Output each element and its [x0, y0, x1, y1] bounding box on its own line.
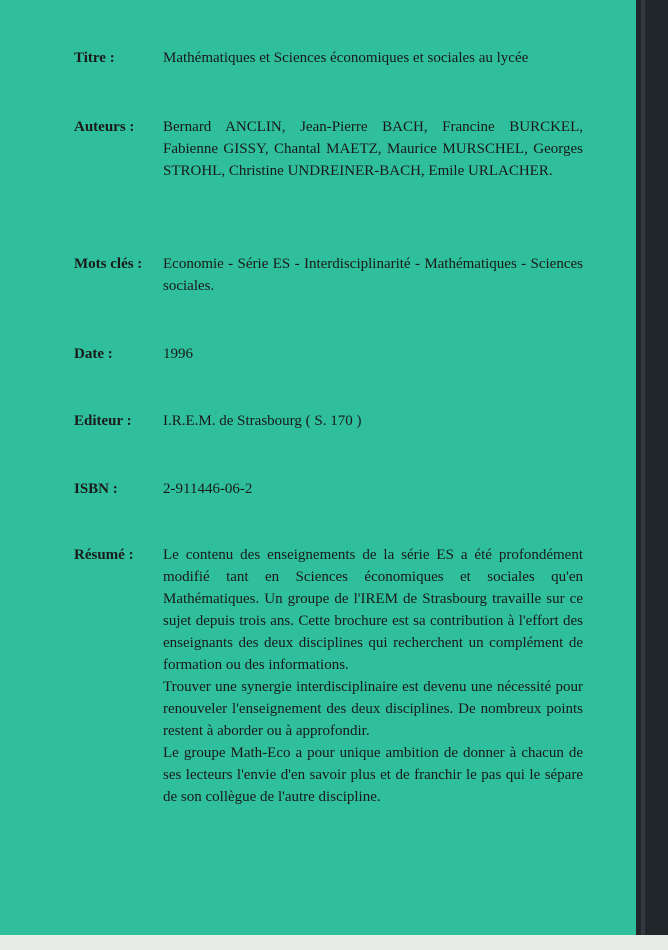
- resume-paragraph: Le contenu des enseignements de la série ES a été profondément modifié tant en Sciences économiques et sociales qu'en Mathématiques. Un groupe de l'IREM de Strasbourg travaille sur ce sujet depuis trois ans. Cette brochure est sa contribution à l'effort des enseignants des deux disciplines qui recherchent un complément de formation ou des informations.: [163, 547, 583, 673]
- resume-text: [163, 544, 583, 808]
- resume-paragraph: Trouver une synergie interdisciplinaire est devenu une nécessité pour renouveler l'enseignement des deux disciplines. De nombreux points restent à aborder ou à approfondir.: [163, 679, 583, 739]
- titre-value: Mathématiques et Sciences économiques et sociales au lycée: [163, 50, 529, 66]
- editeur-value: I.R.E.M. de Strasbourg ( S. 170 ): [163, 413, 362, 429]
- date-value: 1996: [163, 346, 193, 362]
- editeur-label: Editeur :: [74, 413, 132, 429]
- mots-cles-label: Mots clés :: [74, 256, 143, 272]
- titre-label: Titre :: [74, 50, 115, 66]
- date-label: Date :: [74, 346, 113, 362]
- page-bottom-edge: [0, 935, 668, 950]
- auteurs-label: Auteurs :: [74, 119, 135, 135]
- resume-label: Résumé :: [74, 547, 134, 563]
- spine-edge: [641, 0, 645, 935]
- mots-cles-value: Economie - Série ES - Interdisciplinarité - Mathématiques - Sciences sociales.: [163, 256, 583, 294]
- auteurs-value: Bernard ANCLIN, Jean-Pierre BACH, Francine BURCKEL, Fabienne GISSY, Chantal MAETZ, Maurice MURSCHEL, Georges STROHL, Christine UNDREINER-BACH, Emile URLACHER.: [163, 119, 583, 179]
- resume-paragraph: Le groupe Math-Eco a pour unique ambition de donner à chacun de ses lecteurs l'envie d'en savoir plus et de franchir le pas qui le sépare de son collègue de l'autre discipline.: [163, 745, 583, 805]
- isbn-label: ISBN :: [74, 481, 118, 497]
- isbn-value: 2-911446-06-2: [163, 481, 253, 497]
